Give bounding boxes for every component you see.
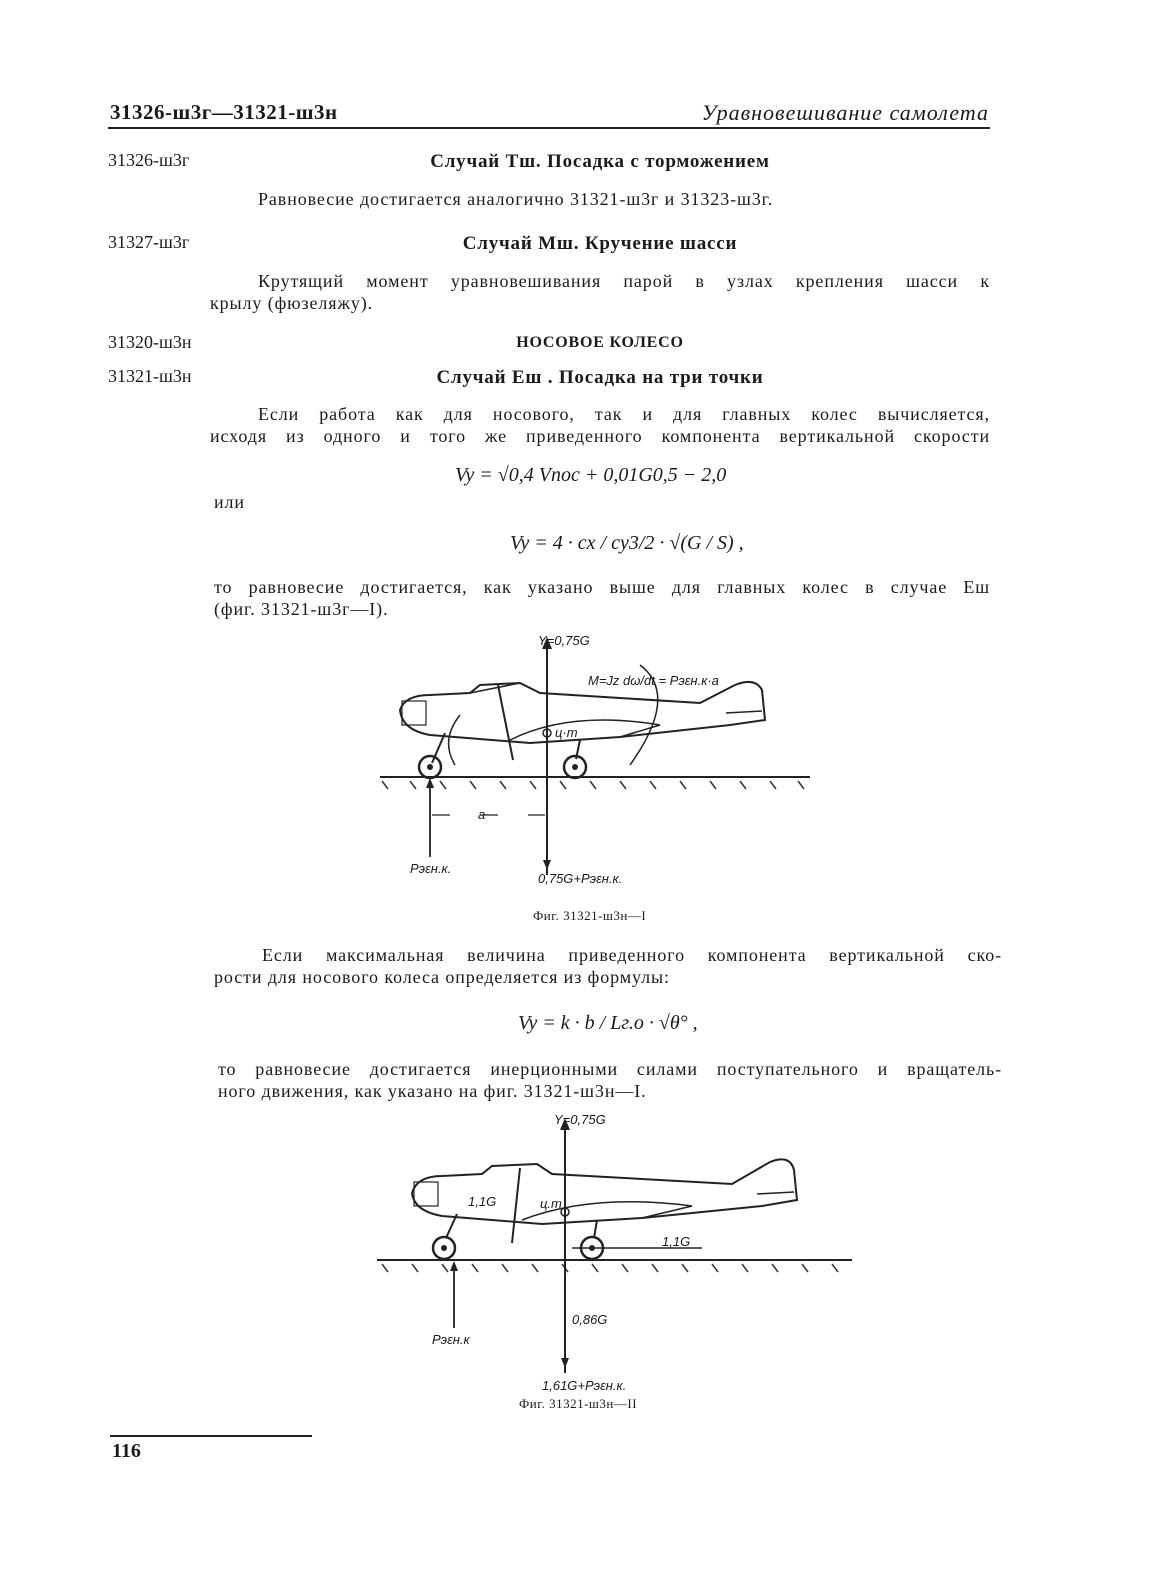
label-main-reaction: 0,75G+Pэεн.к. <box>538 871 623 886</box>
formula-vy-2: Vy = 4 · cx / cy3/2 · √(G / S) , <box>510 532 744 554</box>
paragraph-line: исходя из одного и того же приведенного компонента вертикальной скорости <box>210 426 990 446</box>
footer-rule <box>110 1435 312 1437</box>
label-center-of-mass: ц.т <box>540 1196 562 1211</box>
label-y-force: Y=0,75G <box>554 1112 606 1127</box>
paragraph: Равновесие достигается аналогично 31321-ш3г и 31323-ш3г. <box>258 189 774 209</box>
label-main-reaction: 1,61G+Pэεн.к. <box>542 1378 627 1393</box>
paragraph-line: рости для носового колеса определяется из формулы: <box>214 967 670 987</box>
figure-2-caption: Фиг. 31321-ш3н—II <box>519 1396 638 1411</box>
section-number: 31326-ш3г <box>108 150 190 170</box>
paragraph-line: (фиг. 31321-ш3г—I). <box>214 599 389 619</box>
aircraft-fuselage <box>412 1159 797 1224</box>
label-dimension-a: a <box>478 807 486 822</box>
paragraph-line: Если работа как для носового, так и для главных колес вычисляется, <box>258 404 990 424</box>
section-number: 31320-ш3н <box>108 332 192 352</box>
header-rule <box>108 127 990 129</box>
paragraph-line: то равновесие достигается, как указано выше для главных колес в случае Еш <box>214 577 990 597</box>
paragraph-line: крылу (фюзеляжу). <box>210 293 374 313</box>
label-center-of-mass: ц·т <box>555 725 578 740</box>
figure-2-diagram <box>372 1108 862 1398</box>
propeller <box>498 685 513 760</box>
section-heading: НОСОВОЕ КОЛЕСО <box>516 334 684 351</box>
paragraph-or: или <box>214 492 245 512</box>
label-nose-reaction: Pэεн.к. <box>410 861 452 876</box>
header-section-range: 31326-ш3г—31321-ш3н <box>110 100 338 124</box>
label-nose-reaction: Pэεн.к <box>432 1332 470 1347</box>
header-chapter-title: Уравновешивание самолета <box>701 100 989 125</box>
section-number: 31327-ш3г <box>108 232 190 252</box>
label-moment: M=Jz dω/dt = Pэεн.к·a <box>588 673 719 688</box>
label-inertia-body: 1,1G <box>468 1194 497 1209</box>
section-heading: Случай Мш. Кручение шасси <box>462 233 738 254</box>
propeller <box>512 1168 520 1243</box>
main-gear-strut <box>594 1220 597 1238</box>
paragraph-line: Если максимальная величина приведенного компонента вертикальной ско- <box>262 945 1002 965</box>
label-inertia-horizontal: 1,1G <box>662 1234 691 1249</box>
figure-1-caption: Фиг. 31321-ш3н—I <box>533 908 647 923</box>
ground-hatch <box>382 781 804 789</box>
label-weight-component: 0,86G <box>572 1312 608 1327</box>
figure-1-diagram <box>370 625 820 900</box>
aircraft-fuselage <box>400 682 765 743</box>
label-y-force: Y=0,75G <box>538 633 590 648</box>
paragraph-line: то равновесие достигается инерционными силами поступательного и вращатель- <box>218 1059 1002 1079</box>
aircraft-nose-grille <box>402 701 426 725</box>
section-number: 31321-ш3н <box>108 366 192 386</box>
paragraph-line: Крутящий момент уравновешивания парой в узлах крепления шасси к <box>258 271 990 291</box>
section-heading: Случай Тш. Посадка с торможением <box>430 151 770 172</box>
section-heading: Случай Еш . Посадка на три точки <box>436 367 764 388</box>
paragraph-line: ного движения, как указано на фиг. 31321-ш3н—I. <box>218 1081 647 1101</box>
aircraft-nose-grille <box>414 1182 438 1206</box>
page-number: 116 <box>112 1440 141 1462</box>
formula-vy-3: Vy = k · b / Lг.о · √θ° , <box>518 1012 698 1034</box>
formula-vy-1: Vy = √0,4 Vпос + 0,01G0,5 − 2,0 <box>455 464 727 486</box>
aircraft-wing <box>510 720 660 740</box>
